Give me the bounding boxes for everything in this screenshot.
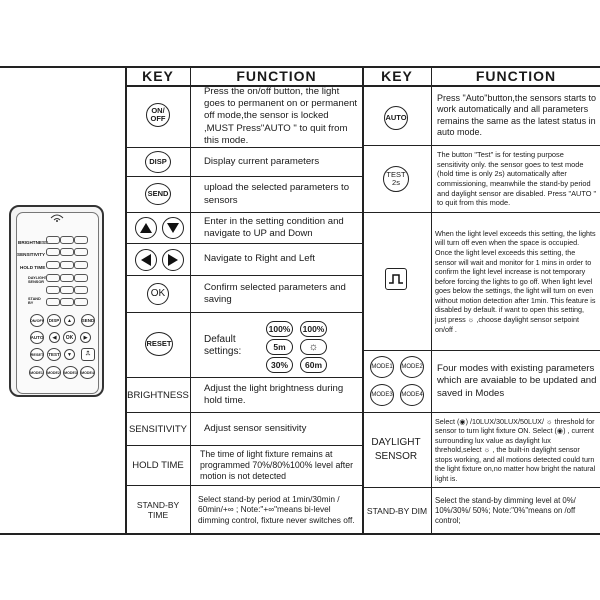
header-function-right: FUNCTION: [475, 67, 557, 84]
daylight-sensor-function: Select (◉) /10LUX/30LUX/50LUX/ ☼ threshold for sensor to turn light fixture ON. Select (◉) , current surrounding lux value as daylight lux threhold,select ☼ , the built-in daylight sensor stops working, and all motions detected could turn the light fixture on,no matter how bright the natural light is.: [435, 417, 596, 483]
default-settings-label: Default settings:: [204, 333, 242, 357]
remote-pill[interactable]: [46, 298, 60, 306]
remote-pill[interactable]: [74, 286, 88, 294]
remote-pill[interactable]: [46, 261, 60, 269]
remote-pill[interactable]: [74, 261, 88, 269]
remote-pill[interactable]: [60, 261, 74, 269]
hold-time-function: The time of light fixture remains at programmed 70%/80%100% level after motion is not detected: [200, 449, 354, 481]
remote-disp-button[interactable]: DISP: [47, 314, 61, 327]
remote-pill[interactable]: [60, 286, 74, 294]
daylight-override-icon: [385, 268, 407, 290]
sun-icon: ☼: [300, 339, 327, 355]
remote-pill[interactable]: [60, 248, 74, 256]
up-down-function: Enter in the setting condition and navigate to UP and Down: [204, 215, 344, 239]
remote-label-hold-time: HOLD TIME: [20, 265, 46, 270]
daylight-sensor-key: DAYLIGHT SENSOR: [371, 437, 421, 462]
brightness-function: Adjust the light brightness during hold time.: [204, 382, 344, 406]
default-sensitivity-value: 100%: [300, 321, 327, 337]
remote-pill[interactable]: [74, 298, 88, 306]
left-row-rule: [125, 312, 362, 313]
mode4-icon: MODE4: [400, 384, 424, 406]
auto-function: Press "Auto"button,the sensors starts to work automatically and all parameters remains the same as the latest status in auto mode.: [437, 93, 596, 137]
remote-reset-button[interactable]: RESET: [30, 348, 44, 361]
on-off-icon: ON/ OFF: [146, 103, 170, 127]
remote-pill[interactable]: [46, 274, 60, 282]
remote-mode1-button[interactable]: MODE1: [29, 366, 44, 379]
remote-pill[interactable]: [60, 236, 74, 244]
remote-daylight-override-button[interactable]: ⎍: [81, 348, 95, 361]
standby-time-key: STAND-BY TIME: [136, 499, 180, 520]
mode1-icon: MODE1: [370, 356, 394, 378]
remote-send-button[interactable]: SEND: [81, 314, 95, 327]
remote-right-button[interactable]: ▶: [80, 332, 91, 343]
remote-pill[interactable]: [74, 274, 88, 282]
mode3-icon: MODE3: [370, 384, 394, 406]
remote-label-brightness: BRIGHTNESS: [18, 240, 49, 245]
disp-icon: DISP: [145, 151, 171, 173]
header-key-right: KEY: [381, 67, 413, 84]
remote-left-button[interactable]: ◀: [49, 332, 60, 343]
remote-down-button[interactable]: ▼: [64, 349, 75, 360]
col-divider-1: [190, 66, 191, 534]
col-divider-2: [431, 66, 432, 534]
ir-signal-icon: [48, 210, 66, 222]
col-divider-mid: [362, 66, 364, 534]
remote-pill[interactable]: [74, 236, 88, 244]
on-off-function: Press the on/off button, the light goes to permanent on or permanent off mode,the sensor is locked ,MUST Press"AUTO " to quit from this mode.: [204, 85, 358, 146]
remote-mode2-button[interactable]: MODE2: [46, 366, 61, 379]
daylight-override-function: When the light level exceeds this setting, the lights will turn off even when the space is occupied. Once the light level exceeds this setting, the sensor will wait and monitor for 1 mins in order to confirm the light level increase is not temporary before forcing the lights to go off. When light level goes below the settings, the light will turn on even without motion detection after 1min. This feature is disabled by default. if want to open this setting, just press ☼ ,choose daylight sensor setpoint on/off .: [435, 228, 596, 334]
auto-icon: AUTO: [384, 106, 408, 130]
ok-function: Confirm selected parameters and saving: [204, 281, 346, 305]
reset-icon: RESET: [145, 332, 173, 356]
remote-label-sensitivity: SENSITIVITY: [17, 252, 46, 257]
send-icon: SEND: [145, 183, 171, 205]
down-arrow-icon: [162, 217, 184, 239]
left-right-function: Navigate to Right and Left: [204, 253, 315, 265]
remote-up-button[interactable]: ▲: [64, 315, 75, 326]
remote-auto-button[interactable]: AUTO: [30, 331, 44, 344]
remote-label-daylight-sensor: DAYLIGHT SENSOR: [28, 276, 48, 285]
send-function: upload the selected parameters to sensors: [204, 182, 350, 206]
remote-setting-buttons: [46, 232, 98, 312]
sensitivity-key: SENSITIVITY: [128, 423, 188, 435]
remote-pill[interactable]: [46, 248, 60, 256]
remote-on-off-button[interactable]: ON/OFF: [30, 314, 44, 327]
remote-pill[interactable]: [60, 274, 74, 282]
standby-dim-function: Select the stand-by dimming level at 0%/ 10%/30%/ 50%; Note:"0%"means on /off control;: [435, 495, 576, 525]
header-function-left: FUNCTION: [236, 67, 317, 84]
brightness-key: BRIGHTNESS: [127, 389, 189, 401]
default-hold-time-value: 5m: [266, 339, 293, 355]
left-arrow-icon: [135, 249, 157, 271]
standby-dim-key: STAND-BY DIM: [366, 505, 428, 516]
default-brightness-value: 100%: [266, 321, 293, 337]
remote-pill[interactable]: [46, 236, 60, 244]
disp-function: Display current parameters: [204, 155, 320, 167]
ok-icon: OK: [147, 283, 169, 305]
remote-pill[interactable]: [46, 286, 60, 294]
up-arrow-icon: [135, 217, 157, 239]
remote-mode4-button[interactable]: MODE4: [80, 366, 95, 379]
sensitivity-function: Adjust sensor sensitivity: [204, 422, 307, 434]
remote-test-button[interactable]: TEST: [47, 348, 61, 361]
default-standby-dim-value: 30%: [266, 357, 293, 373]
test-function: The button "Test" is for testing purpose sensitivity only. the sensor goes to test mode (hold time is only 2s) automatically after commissioning, meanwhile the stand-by period and daylight sensor are disabled. Press "AUTO " to quit from this mode.: [437, 149, 597, 208]
remote-ok-button[interactable]: OK: [63, 331, 76, 344]
mode2-icon: MODE2: [400, 356, 424, 378]
test-icon: TEST 2s: [383, 166, 409, 192]
right-arrow-icon: [162, 249, 184, 271]
hold-time-key: HOLD TIME: [132, 460, 184, 471]
standby-time-function: Select stand-by period at 1min/30min / 60min/+∞ ; Note:"+∞"means bi-level dimming control, fixture never switches off.: [198, 493, 355, 525]
modes-function: Four modes with existing parameters which are avaiable to be updated and saved in Modes: [437, 363, 597, 399]
bottom-border: [0, 533, 600, 535]
remote-label-standby: STAND BY: [28, 297, 41, 306]
remote-pill[interactable]: [60, 298, 74, 306]
header-key-left: KEY: [142, 67, 174, 84]
remote-mode3-button[interactable]: MODE3: [63, 366, 78, 379]
remote-pill[interactable]: [74, 248, 88, 256]
default-standby-time-value: 60m: [300, 357, 327, 373]
